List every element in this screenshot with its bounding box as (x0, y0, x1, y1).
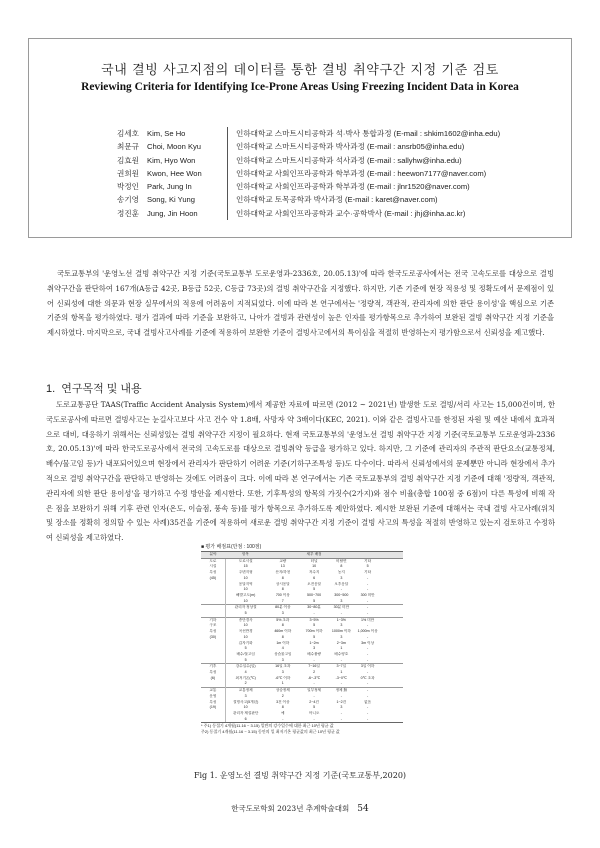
table-cell: - (366, 670, 369, 675)
body-paragraph: 도로교통공단 TAAS(Traffic Accident Analysis System)에서 제공한 자료에 따르면 (2012 ~ 2021년) 발생한 도로 결빙/서리 사고는 15,000건이며, 한국도로공사에 따르면 결빙사고는 눈길사고보다 사고 건수 약 1.8배, 사망자 약 3배이다(KEC, 2021). 이와 같은 결빙사고를 한정된 자원 및 예산 내에서 효과적으로 대비, 대응하기 위해서는 신뢰성있는 결빙 취약구간 지정이 필요하다. 현재 국토교통부의 '운영노선 결빙 취약구간 지정 기준(국토교통부 도로운영과-2336호, 20.05.13)'에 따라 한국도로공사에서 전국의 고속도로를 대상으로 결빙취약 등급을 평가하고 있다. 하지만, 그 기준에 관리자의 주관적 판단요소(교통정체, 배수/물고임 등)가 내포되어있으며 현장에서 관리자가 판단하기 어려운 기준(기하구조특성 등)도 다수이다. 따라서 신뢰성에서의 문제뿐만 아니라 현장에서 추가적으로 결빙 취약구간을 판단하고 반영하는 것에도 어려움이 크다. 이에 따라 본 연구에서는 기존 국토교통부의 결빙 취약구간 지정 기준에 대해 '정량적, 객관적, 관리자에 의한 판단 용이성'을 평가하고 수정 방안을 제시한다. 또한, 기후특성의 항목의 가짓수(2가지)와 점수 비율(총합 100점 중 6점)이 다른 특성에 비해 작은 점을 보완하기 위해 기후 관련 인자(온도, 이슬점, 풍속 등)를 평가 항목으로 추가하도록 제안하였다. 제시한 보완된 기준에 대해서는 국내 결빙 사고사례(위치 및 장소를 정확히 정의할 수 있는 사례)35건을 기준에 적용하여 새로운 결빙 취약구간 지정 기준이 결빙 사고의 특성을 적절히 반영하고 있는지 검토하고 수정하여 신뢰성을 제고하였다. (46, 400, 555, 543)
table-cell: 응달지역 (238, 581, 253, 586)
table-category-cell: 특성 (201, 629, 225, 635)
table-cell: 해발고도(m) (236, 592, 256, 597)
table-cell: - (340, 710, 342, 715)
table-category-cell (201, 717, 225, 723)
table-cell: 상습정체 (266, 688, 300, 694)
table-cell: - (313, 693, 315, 698)
table-cell: 80분 이상 (266, 605, 300, 611)
table-cell: 5 (313, 587, 316, 592)
author-row (117, 193, 557, 206)
author-name-english: Kim, Hyo Won (147, 155, 196, 165)
author-name-english: Choi, Moon Kyu (147, 142, 202, 152)
author-name-english: Kwon, Hee Won (147, 168, 202, 178)
table-cell: 5 (313, 598, 316, 603)
table-cell: - (366, 646, 369, 651)
table-cell: - (300, 717, 328, 723)
author-name-korean: 김효원 (117, 155, 140, 165)
table-cell: 주변지형 (238, 570, 253, 575)
table-cell: 1 (340, 670, 343, 675)
table-cell: - (328, 717, 354, 723)
figure-footnote-1: * 주1) 동절기 4개월(11.16 ~ 3.15) 일반의 강수일수에 대한 최근 10년 평균 값 (201, 723, 334, 729)
table-cell: 8 (281, 575, 284, 580)
author-name-korean: 정진훈 (117, 208, 140, 218)
table-category-cell: 교통 (201, 688, 225, 694)
table-header-cell: 항목 (225, 552, 265, 559)
table-cell: 배수양호 (334, 651, 349, 656)
table-cell: 상시응달 (275, 581, 290, 586)
table-cell: 기타 (364, 570, 372, 575)
table-cell: 예 (281, 710, 285, 715)
table-cell: - (340, 693, 342, 698)
table-cell: - (340, 657, 342, 662)
table-cell: - (354, 717, 380, 723)
table-cell: - (340, 681, 342, 686)
table-cell: 10 (243, 598, 248, 603)
table-cell: 10 (312, 564, 317, 569)
table-cell: 최저기온(℃) (235, 675, 256, 680)
table-cell: 2 (313, 670, 316, 675)
author-affiliation: 인하대학교 토목공학과 박사과정 (E-mail : karet@naver.com) (227, 193, 557, 206)
table-cell: 비탈면 (328, 558, 354, 564)
table-cell: 강수일수(일) (225, 664, 265, 670)
table-cell: - (266, 717, 300, 723)
table-cell: - (366, 693, 369, 698)
table-cell: 8 (281, 634, 284, 639)
page-number: 54 (357, 804, 369, 814)
table-cell: 500~700 (307, 592, 322, 597)
table-cell: - (340, 587, 342, 592)
table-cell: 10 (243, 587, 248, 592)
table-cell: 4 (244, 670, 247, 675)
author-row (117, 140, 557, 153)
table-cell: 7~16일 (300, 664, 328, 670)
table-cell: 3 (313, 646, 316, 651)
table-cell: - (366, 681, 369, 686)
table-category-cell: 특성 (201, 670, 225, 676)
table-cell: 교통정체 (225, 688, 265, 694)
author-affiliation: 인하대학교 사회인프라공학과 교수·공학박사 (E-mail : jhj@inha.ac.kr) (227, 207, 557, 220)
table-cell: 3m 이상 (361, 640, 375, 645)
table-cell: 갑자기화 (238, 640, 253, 645)
table-cell: 10 (243, 634, 248, 639)
table-cell: 상습물고임 (274, 651, 292, 656)
table-category-cell: 시설 (201, 564, 225, 570)
table-cell: 3 (281, 611, 284, 616)
table-header-cell (381, 552, 403, 559)
table-header-cell (354, 552, 380, 559)
paper-title-korean: 국내 결빙 사고지점의 데이터를 통한 결빙 취약구간 지정 기준 검토 (101, 63, 499, 78)
table-cell: 5 (366, 564, 369, 569)
table-cell: 2~4건 (309, 699, 319, 704)
author-name-english: Song, Ki Yung (147, 195, 195, 205)
table-cell: 교량 (266, 558, 300, 564)
author-row (117, 180, 557, 193)
author-affiliation: 인하대학교 스마트시티공학과 석사과정 (E-mail : sallyhw@inha.edu) (227, 154, 557, 167)
table-cell: 결빙사고(5개년) (233, 699, 259, 704)
table-cell: 6 (225, 717, 265, 723)
table-cell: 없음 (364, 699, 372, 704)
table-cell: 5% 초과 (266, 617, 300, 623)
figure-note: ■ 평가 배점표(만점 : 100점) (201, 544, 262, 550)
table-category-cell: 기하 (201, 617, 225, 623)
table-cell: 배수/물고임 (236, 651, 255, 656)
conference-name: 한국도로학회 2023년 추계학술대회 (231, 804, 350, 813)
table-cell: 곡선반경 (238, 629, 253, 634)
table-cell: - (366, 587, 369, 592)
paper-title-english: Reviewing Criteria for Identifying Ice-Prone Areas Using Freezing Incident Data in Korea (81, 81, 519, 93)
author-affiliation: 인하대학교 사회인프라공학과 학부과정 (E-mail : jlnr1520@naver.com) (227, 180, 557, 193)
table-category-cell: 구조 (201, 623, 225, 629)
table-cell: 460m 이하 (274, 629, 292, 634)
table-cell: 30분 미만 (328, 605, 354, 611)
table-cell: 300~500 (334, 592, 349, 597)
table-cell: 1% 미만 (354, 617, 380, 623)
author-name-korean: 최문규 (117, 142, 140, 152)
table-cell: 7 (281, 598, 284, 603)
table-cell: 8 (340, 564, 343, 569)
abstract-text: 국토교통부의 '운영노선 결빙 취약구간 지정 기준(국토교통부 도로운영과-2336호, 20.05.13)'에 따라 한국도로공사에서는 전국 고속도로를 대상으로 결빙 취약구간을 판단하여 167개(A등급 42곳, B등급 52곳, C등급 73곳)의 결빙 취약구간을 지정했다. 하지만, 기존 기준에 현장 적용성 및 정확도에서 문제점이 있어 신뢰성에 대한 의문과 현장 실무에서의 적용에 어려움이 지적되었다. 이에 따라 본 연구에서는 '정량적, 객관적, 관리자에 의한 판단 용이성'을 핵심으로 기존 기준의 항목을 평가하였다. 평가 결과에 따라 기준을 보완하고, 나아가 결빙과 관련성이 높은 인자를 평가항목으로 추가하여 보완된 결빙 취약구간 지정 기준을 제시하였다. 마지막으로, 국내 결빙사고사례를 기준에 적용하여 보완한 기준이 결빙사고에서의 특이심을 적절히 반영하는지 평가함으로서 신뢰성을 제고했다. (47, 269, 554, 338)
abstract (47, 267, 554, 341)
table-cell: 1m 이하 (276, 640, 290, 645)
table-cell: 도로시설 (225, 558, 265, 564)
table-category-cell: (19) (201, 705, 225, 711)
table-cell: -6~-3℃ (307, 675, 321, 680)
table-cell: 배수불량 (307, 651, 322, 656)
author-name-english: Jung, Jin Hoon (147, 208, 198, 218)
table-cell: 13 (280, 564, 285, 569)
table-cell: 15 (243, 564, 248, 569)
author-name-korean: 박정인 (117, 182, 140, 192)
table-cell: 관리자 정상결 (225, 605, 265, 611)
table-category-cell: (30) (201, 635, 225, 641)
section-number: 1. (46, 383, 56, 395)
table-cell: -6℃ 이하 (275, 675, 291, 680)
table-cell: - (366, 710, 369, 715)
table-cell: 2~3m (336, 640, 346, 645)
figure-footnote-2: 주2) 동절기 4개월(11.16 ~ 3.15) 동안의 일 최저기온 평균값의 최근 10년 평균 값 (201, 729, 340, 735)
table-cell: 4 (281, 646, 284, 651)
author-name-english: Park, Jung In (147, 182, 192, 192)
table-cell: - (313, 681, 315, 686)
table-cell: 2 (281, 693, 284, 698)
author-affiliation: 인하대학교 스마트시티공학과 석·박사 통합과정 (E-mail : shkim1602@inha.edu) (227, 127, 557, 140)
author-affiliation: 인하대학교 사회인프라공학과 학부과정 (E-mail : heewon7177@naver.com) (227, 167, 557, 180)
table-cell: 10 (243, 575, 248, 580)
table-cell: - (366, 705, 369, 710)
table-cell: 저수지 (308, 570, 320, 575)
table-cell: 10 (243, 705, 248, 710)
table-category-cell: 도로 (201, 558, 225, 564)
table-category-cell: (6) (201, 676, 225, 682)
page-footer (0, 803, 600, 814)
table-cell: 16일 초과 (266, 664, 300, 670)
table-cell (381, 717, 403, 723)
author-row (117, 127, 557, 140)
table-cell: 30~80분 (300, 605, 328, 611)
table-cell: -3~0℃ (335, 675, 348, 680)
table-category-cell: (45) (201, 576, 225, 582)
table-cell: 1 (340, 646, 343, 651)
table-cell: 5 (313, 623, 316, 628)
table-cell: - (354, 688, 380, 694)
table-cell: 1~3% (328, 617, 354, 623)
author-row (117, 154, 557, 167)
table-cell: 종단경사 (225, 617, 265, 623)
table-cell: 3일 이하 (354, 664, 380, 670)
author-name-korean: 송기영 (117, 195, 140, 205)
section-heading (46, 380, 142, 396)
table-cell: 1~2건 (336, 699, 347, 704)
table-cell: 0℃ 초과 (360, 675, 375, 680)
table-cell: 3 (281, 670, 284, 675)
table-cell: 3~7일 (328, 664, 354, 670)
table-cell: 3~5% (300, 617, 328, 623)
score-table (201, 551, 403, 723)
table-header-cell: 세부 배점 (300, 552, 328, 559)
table-cell: - (366, 581, 369, 586)
table-cell: 농지 (337, 570, 345, 575)
author-row (117, 207, 557, 220)
table-cell: 2 (244, 681, 247, 686)
table-category-cell: 특성 (201, 700, 225, 706)
title-box (28, 38, 572, 238)
table-cell: 3 (340, 598, 343, 603)
table-cell: 5 (244, 657, 247, 662)
table-cell: 300 미만 (360, 592, 375, 597)
table-cell: - (340, 611, 342, 616)
table-cell: 터널 (300, 558, 328, 564)
table-cell: 5 (244, 611, 247, 616)
body-text (46, 398, 555, 546)
table-cell: 10 (243, 623, 248, 628)
table-cell: 3 (340, 623, 343, 628)
section-title: 연구목적 및 내용 (61, 383, 142, 395)
table-cell: 아니오 (308, 710, 320, 715)
table-cell: 3 (340, 705, 343, 710)
table-cell: 산지/하천 (275, 570, 291, 575)
author-affiliation: 인하대학교 스마트시티공학과 박사과정 (E-mail : ansrb05@inha.edu) (227, 140, 557, 153)
table-cell: 700m 이하 (305, 629, 323, 634)
author-row (117, 167, 557, 180)
table-cell: 관리자 제설판단 (233, 710, 259, 715)
table-cell: - (366, 634, 369, 639)
table-cell: 700 이상 (275, 592, 290, 597)
table-cell: 3건 이상 (276, 699, 290, 704)
table-cell: - (366, 598, 369, 603)
table-cell: - (354, 605, 380, 611)
figure-1 (201, 543, 403, 768)
table-cell: 8 (281, 623, 284, 628)
table-cell: - (366, 623, 369, 628)
table-category-cell: 특성 (201, 570, 225, 576)
table-cell: 5 (313, 705, 316, 710)
table-cell: 1 (281, 681, 284, 686)
table-cell: 오후응달 (334, 581, 349, 586)
table-header-cell: 분야 (201, 552, 225, 559)
table-row (201, 717, 403, 723)
table-cell: 일부정체 (300, 688, 328, 694)
table-cell: - (366, 651, 369, 656)
table-category-cell: 운영 (201, 694, 225, 700)
table-cell: - (366, 611, 369, 616)
table-cell: 8 (281, 587, 284, 592)
author-name-korean: 권희원 (117, 168, 140, 178)
table-header-cell (266, 552, 300, 559)
table-cell: - (366, 657, 369, 662)
table-header-cell (328, 552, 354, 559)
table-cell: 1000m 이하 (331, 629, 351, 634)
table-cell: 5 (313, 634, 316, 639)
table-category-cell: 기후 (201, 664, 225, 670)
table-cell: - (313, 611, 315, 616)
table-cell: 1,000m 이상 (357, 629, 378, 634)
table-cell: - (313, 657, 315, 662)
table-cell: 1~2m (309, 640, 319, 645)
table-cell: 기타 (354, 558, 380, 564)
table-cell: - (366, 575, 369, 580)
author-name-english: Kim, Se Ho (147, 129, 186, 138)
table-cell: 3 (340, 575, 343, 580)
author-list (117, 127, 557, 220)
table-cell: 정체 無 (328, 688, 354, 694)
table-cell: 6 (313, 575, 316, 580)
table-cell: 3 (340, 634, 343, 639)
author-name-korean: 김세호 (117, 129, 140, 138)
table-cell: 3 (281, 657, 284, 662)
table-cell: 오전응달 (307, 581, 322, 586)
table-cell: 3 (244, 693, 247, 698)
table-cell: 8 (281, 705, 284, 710)
table-cell: 5 (244, 646, 247, 651)
figure-caption: Fig 1. 운영노선 결빙 취약구간 지정 기준(국토교통부,2020) (193, 771, 407, 780)
